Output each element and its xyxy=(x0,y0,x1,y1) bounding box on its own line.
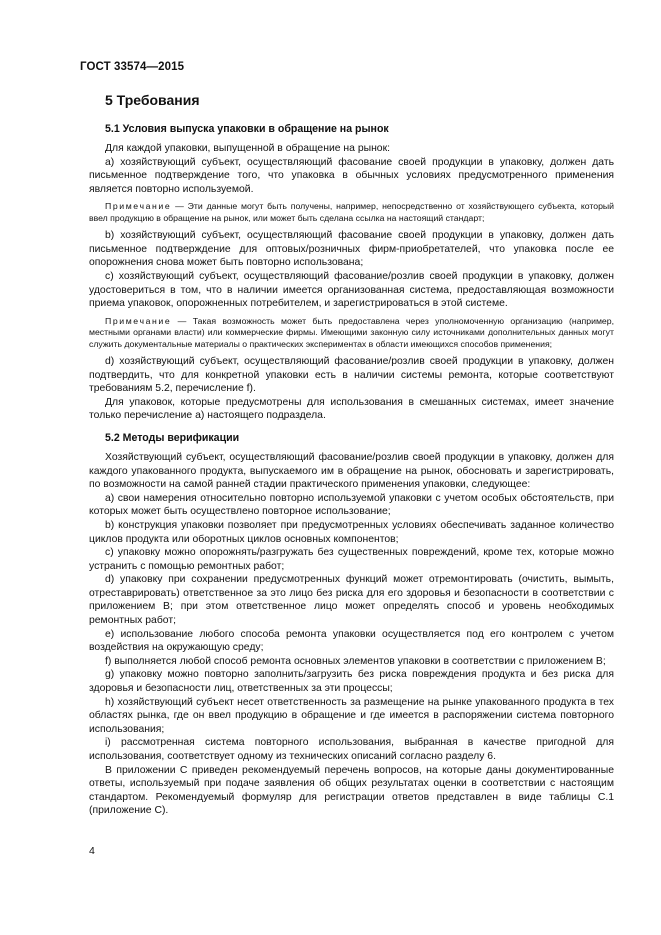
list-item-b: b) конструкция упаковки позволяет при предусмотренных условиях обеспечивать заданное количество циклов продукта или оборотных циклов основных компонентов; xyxy=(89,519,614,545)
paragraph: Для упаковок, которые предусмотрены для использования в смешанных системах, имеет значение только перечисление а) настоящего подраздела. xyxy=(89,396,614,422)
paragraph: Хозяйствующий субъект, осуществляющий фасование/розлив своей продукции в упаковку, должен для каждого упакованного продукта, выпускаемого им в обращение на рынок, обосновать и зарегистрировать, по возможности на самой ранней стадии практического применения упаковки, следующее: xyxy=(89,451,614,491)
list-item-b: b) хозяйствующий субъект, осуществляющий фасование своей продукции в упаковку, должен дать письменное подтверждение для оптовых/розничных фирм-приобретателей, что упаковка после ее опорожнения снова может быть повторно использована; xyxy=(89,230,614,269)
document-header: ГОСТ 33574—2015 xyxy=(80,61,185,73)
paragraph: В приложении С приведен рекомендуемый перечень вопросов, на которые даны документированные ответы, используемый при подаче заявления об общих результатах оценки в соответствии с настоящим стандартом. Рекомендуемый формуляр для регистрации ответов представлен в виде таблицы С.1 (приложение С). xyxy=(89,764,614,817)
note xyxy=(89,316,614,350)
list-item-a: а) хозяйствующий субъект, осуществляющий фасование своей продукции в упаковку, должен дать письменное подтверждение того, что упаковка в обычных условиях предусмотренного применения является повторно используемой. xyxy=(89,156,614,195)
list-item-a: а) свои намерения относительно повторно используемой упаковки с учетом особых обстоятельств, при которых может быть осуществлено повторное использование; xyxy=(89,492,614,518)
paragraph: Для каждой упаковки, выпущенной в обращение на рынок: xyxy=(105,143,391,154)
section-title: 5 Требования xyxy=(105,92,200,108)
note xyxy=(89,201,614,224)
subsection-title-5-2: 5.2 Методы верификации xyxy=(105,431,240,444)
page-number: 4 xyxy=(89,845,95,857)
list-item-g: g) упаковку можно повторно заполнить/загрузить без риска повреждения продукта и без риска для здоровья и безопасности лиц, ответственных за эти процессы; xyxy=(89,669,614,695)
list-item-c: c) хозяйствующий субъект, осуществляющий фасование/розлив своей продукции в упаковку, должен удостовериться в том, что в наличии имеется организованная система, предоставляющая возможности приема упаковок, опорожненных потребителем, и зарегистрироваться в этой системе. xyxy=(89,270,614,310)
list-item-e: e) использование любого способа ремонта упаковки осуществляется под его контролем с учетом воздействия на окружающую среду; xyxy=(89,628,614,654)
page-body xyxy=(89,92,614,818)
list-item-c: c) упаковку можно опорожнять/разгружать без существенных повреждений, кроме тех, которые можно устранить с помощью ремонтных работ; xyxy=(89,547,614,572)
note-text: — Такая возможность может быть предоставлена через уполномоченную организацию (например, местными органами власти) или коммерческие фирмы. Имеющими законную силу источниками дополнительных данных могут служить документальные материалы о практических экспериментах в области имеющихся способов применения; xyxy=(89,315,614,349)
note-text: — Эти данные могут быть получены, например, непосредственно от хозяйствующего субъекта, который ввел продукцию в обращение на рынок, или может быть сделана ссылка на настоящий стандарт; xyxy=(89,201,614,223)
subsection-title-5-1: 5.1 Условия выпуска упаковки в обращение на рынок xyxy=(105,123,389,135)
list-item-i: i) рассмотренная система повторного использования, выбранная в качестве пригодной для использования, соответствует одному из технических описаний согласно разделу 6. xyxy=(89,737,614,762)
list-item-d: d) упаковку при сохранении предусмотренных функций может отремонтировать (очистить, вымыть, отреставрировать) ответственное за это лицо без риска для его здоровья и безопасности в соответствии с приложением В; при этом ответственное лицо может определять способ и уровень необходимых ремонтных работ; xyxy=(89,574,614,627)
note-label: Примечание xyxy=(105,315,172,326)
note-label: Примечание xyxy=(105,201,172,212)
list-item-f: f) выполняется любой способ ремонта основных элементов упаковки в соответствии с приложением В; xyxy=(105,655,606,667)
list-item-d: d) хозяйствующий субъект, осуществляющий фасование/розлив своей продукции в упаковку, должен подтвердить, что для конкретной упаковки есть в наличии системы ремонта, которые соответствуют требованиям 5.2, перечисление f). xyxy=(89,355,614,395)
list-item-h: h) хозяйствующий субъект несет ответственность за размещение на рынке упакованного продукта в тех областях рынка, где он ввел продукцию в обращение и где имеется в распоряжении система повторного использования; xyxy=(89,696,614,735)
